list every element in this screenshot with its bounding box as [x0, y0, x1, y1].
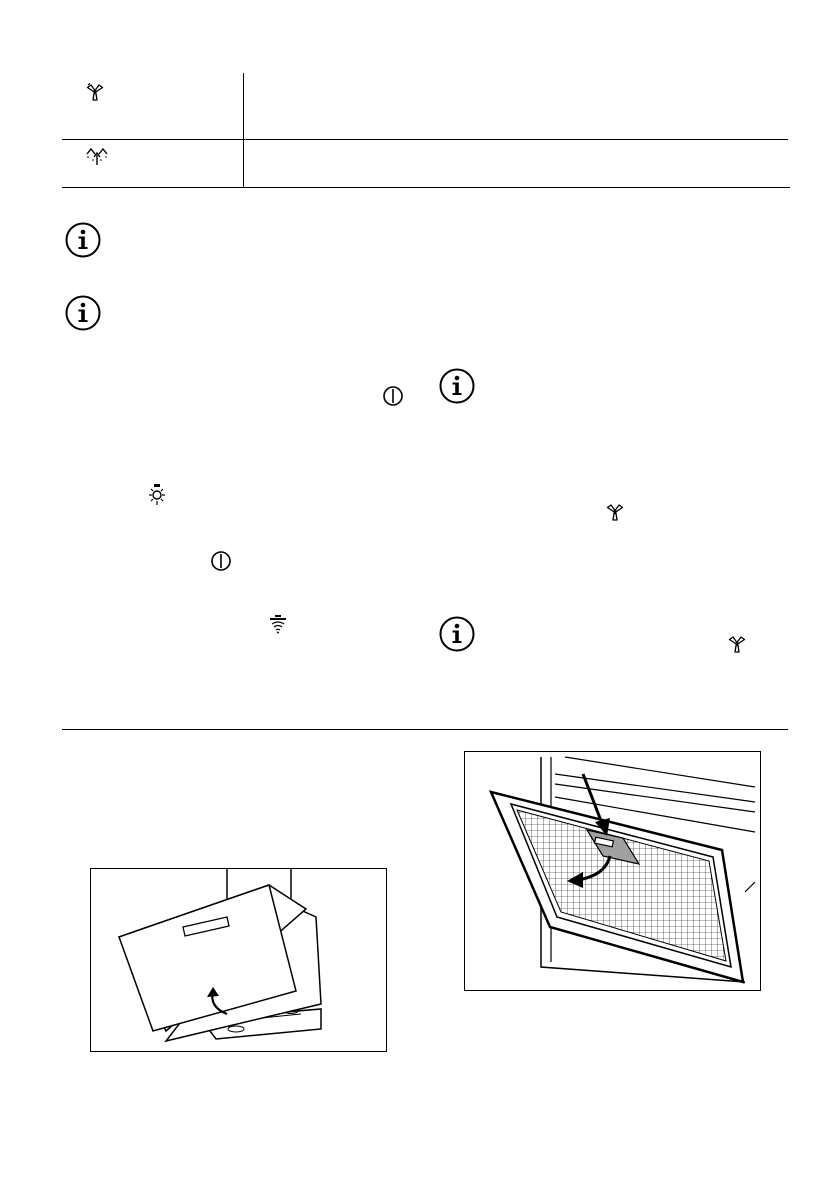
extraction-arrows-icon [84, 144, 110, 166]
info-icon [439, 368, 475, 404]
power-icon [210, 550, 232, 572]
info-icon [439, 616, 475, 652]
info-icon [65, 222, 101, 258]
table-row-2-description [250, 145, 780, 165]
filter-fan-icon [84, 82, 106, 102]
filter-fan-icon [604, 502, 626, 522]
hob2hood-icon [268, 614, 288, 634]
light-icon [146, 483, 168, 507]
info-icon [65, 295, 101, 331]
filter-fan-icon [726, 634, 748, 654]
table-bottom-border [62, 187, 790, 188]
section-divider [62, 729, 788, 730]
grease-filter-removal-illustration [464, 751, 761, 991]
table-row-1-description [250, 80, 780, 100]
power-icon [382, 385, 404, 407]
table-column-divider [243, 73, 244, 187]
table-row-divider [62, 139, 788, 140]
hood-panel-opening-illustration [90, 868, 387, 1052]
